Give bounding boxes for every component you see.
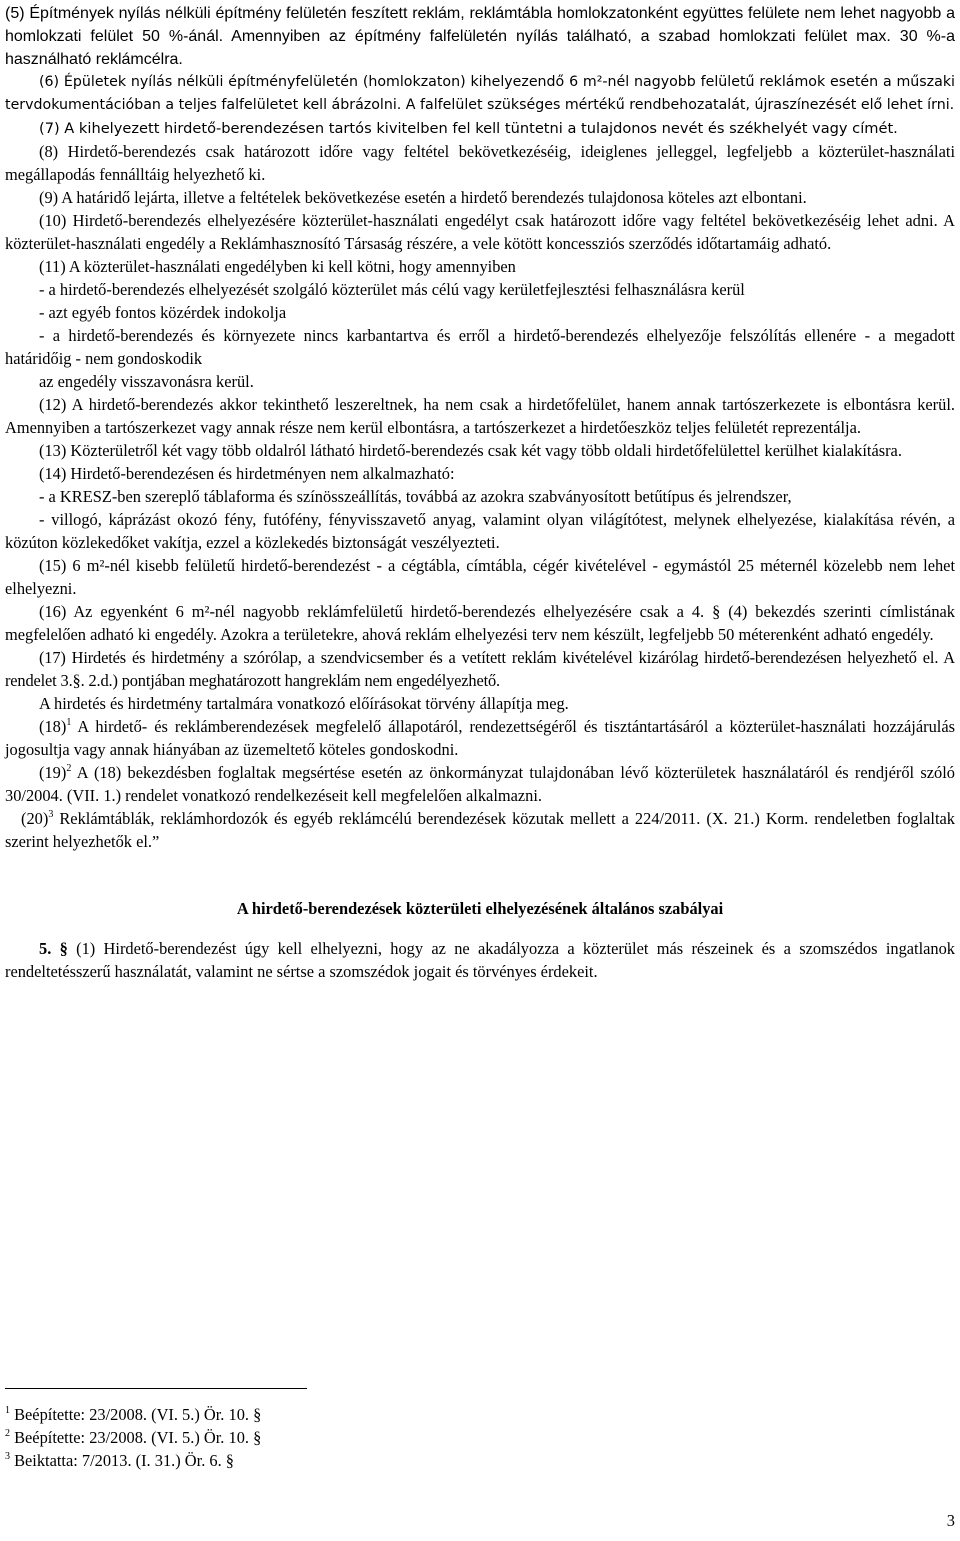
document-page — [5, 2, 955, 983]
paragraph-5: (5) Építmények nyílás nélküli építmény felületén feszített reklám, reklámtábla homlokzatonként együttes felülete nem lehet nagyobb a homlokzati felület 50 %-ánál. Amennyiben az építmény falfelületén nyílás található, a szabad homlokzati felület max. 30 %-a használható reklámcélra. — [5, 5, 955, 68]
paragraph-17-second: A hirdetés és hirdetmény tartalmára vonatkozó előírásokat törvény állapítja meg. — [39, 694, 569, 713]
paragraph-17: (17) Hirdetés és hirdetmény a szórólap, a szendvicsember és a vetített reklám kivételével kizárólag hirdető-berendezésen helyezhető el. A rendelet 3.§. 2.d.) pontjában meghatározott hangreklám nem engedélyezhető. — [5, 648, 955, 690]
paragraph-9: (9) A határidő lejárta, illetve a feltételek bekövetkezése esetén a hirdető berendezés tulajdonosa köteles azt elbontani. — [39, 188, 807, 207]
paragraph-12: (12) A hirdető-berendezés akkor tekinthető leszereltnek, ha nem csak a hirdetőfelület, hanem annak tartószerkezete is elbontásra kerül. Amennyiben a tartószerkezet vagy annak része nem kerül elbontásra, a tartószerkezet a hirdetőeszköz teljes felületét reprezentálja. — [5, 395, 955, 437]
paragraph-20-text: Reklámtáblák, reklámhordozók és egyéb reklámcélú berendezések közutak mellett a 224/2011. (X. 21.) Korm. rendeletben foglaltak szerint helyezhetők el.” — [5, 809, 955, 851]
footnote-text: Beépítette: 23/2008. (VI. 5.) Ör. 10. § — [10, 1405, 262, 1424]
paragraph-8: (8) Hirdető-berendezés csak határozott időre vagy feltétel bekövetkezéséig, ideiglenes jelleggel, legfeljebb a közterület-használati megállapodás fennálltáig helyezhető ki. — [5, 142, 955, 184]
section-5-text: (1) Hirdető-berendezést úgy kell elhelyezni, hogy az ne akadályozza a közterület más részeinek és a szomszédos ingatlanok rendeltetésszerű használatát, valamint ne sértse a szomszédok jogait és törvényes érdekeit. — [5, 939, 956, 981]
paragraph-11: (11) A közterület-használati engedélyben ki kell kötni, hogy amennyiben — [39, 257, 516, 276]
paragraph-14-item-a: - a KRESZ-ben szereplő táblaforma és színösszeállítás, továbbá az azokra szabványosított betűtípus és jelrendszer, — [39, 487, 792, 506]
paragraph-19-text: A (18) bekezdésben foglaltak megsértése esetén az önkormányzat tulajdonában lévő közterületek használatáról és rendjéről szóló 30/2004. (VII. 1.) rendelet vonatkozó rendelkezéseit kell megfelelően alkalmazni. — [5, 763, 955, 805]
section-heading: A hirdető-berendezések közterületi elhelyezésének általános szabályai — [236, 899, 724, 918]
paragraph-20-number: (20) — [21, 809, 49, 828]
footnote-ref-1: 1 — [66, 716, 72, 728]
paragraph-15: (15) 6 m²-nél kisebb felületű hirdető-berendezést - a cégtábla, címtábla, cégér kivételével - egymástól 25 méternél közelebb nem lehet elhelyezni. — [5, 556, 955, 598]
paragraph-10: (10) Hirdető-berendezés elhelyezésére közterület-használati engedélyt csak határozott időre vagy feltétel bekövetkezéséig lehet adni. A közterület-használati engedély a Reklámhasznosító Társaság részére, a vele kötött koncessziós szerződés időtartamáig adható. — [5, 211, 955, 253]
footnote-text: Beépítette: 23/2008. (VI. 5.) Ör. 10. § — [10, 1428, 262, 1447]
footnotes — [5, 1403, 605, 1472]
paragraph-18-text: A hirdető- és reklámberendezések megfelelő állapotáról, rendezettségéről és tisztántartásáról a közterület-használati hozzájárulás jogosultja vagy annak hiányában az üzemeltető köteles gondoskodni. — [5, 717, 955, 759]
paragraph-6: (6) Épületek nyílás nélküli építményfelületén (homlokzaton) kihelyezendő 6 m²-nél nagyobb felületű reklámok esetén a műszaki tervdokumentációban a teljes falfelületet kell ábrázolni. A falfelület szükséges mértékű rendbehozatalát, újraszínezését elő lehet írni. — [5, 74, 955, 113]
paragraph-11-conclusion: az engedély visszavonásra kerül. — [39, 372, 254, 391]
paragraph-16: (16) Az egyenként 6 m²-nél nagyobb reklámfelületű hirdető-berendezés elhelyezésére csak a 4. § (4) bekezdés szerinti címlistának megfelelően adható ki engedély. Azokra a területekre, ahová reklám elhelyezési terv nem készült, legfeljebb 50 méterenként adható engedély. — [5, 602, 955, 644]
paragraph-11-item-b: - azt egyéb fontos közérdek indokolja — [39, 303, 287, 322]
paragraph-11-item-a: - a hirdető-berendezés elhelyezését szolgáló közterület más célú vagy kerületfejlesztési felhasználásra kerül — [39, 280, 745, 299]
paragraph-18 — [5, 715, 955, 761]
paragraph-7: (7) A kihelyezett hirdető-berendezésen tartós kivitelben fel kell tüntetni a tulajdonos nevét és székhelyét vagy címét. — [39, 120, 898, 137]
footnote-2 — [5, 1426, 605, 1449]
paragraph-11-item-c: - a hirdető-berendezés és környezete nincs karbantartva és erről a hirdető-berendezés elhelyezője felszólítás ellenére - a megadott határidőig - nem gondoskodik — [5, 326, 955, 368]
section-5-paragraph — [5, 937, 955, 983]
footnote-ref-3: 3 — [48, 808, 54, 820]
paragraph-20 — [5, 807, 955, 853]
footnote-number: 1 — [5, 1404, 10, 1416]
paragraph-14: (14) Hirdető-berendezésen és hirdetményen nem alkalmazható: — [39, 464, 455, 483]
page-number: 3 — [946, 1511, 955, 1530]
paragraph-13: (13) Közterületről két vagy több oldalról látható hirdető-berendezés csak két vagy több oldali hirdetőfelülettel kerülhet kialakításra. — [39, 441, 902, 460]
footnote-text: Beiktatta: 7/2013. (I. 31.) Ör. 6. § — [10, 1451, 234, 1470]
footnote-ref-2: 2 — [66, 762, 72, 774]
paragraph-19-number: (19) — [39, 763, 67, 782]
footnote-3 — [5, 1449, 605, 1472]
paragraph-14-item-b: - villogó, káprázást okozó fény, futófény, fényvisszavető anyag, valamint olyan világítótest, melynek elhelyezése, kialakítása révén, a közúton közlekedőket vakítja, ezzel a közlekedés biztonságát veszélyezteti. — [5, 510, 955, 552]
footnote-number: 2 — [5, 1427, 10, 1439]
footnote-number: 3 — [5, 1450, 10, 1462]
footnote-separator — [5, 1388, 307, 1389]
section-5-number: 5. § — [39, 939, 68, 958]
paragraph-19 — [5, 761, 955, 807]
paragraph-18-number: (18) — [39, 717, 67, 736]
footnote-1 — [5, 1403, 605, 1426]
